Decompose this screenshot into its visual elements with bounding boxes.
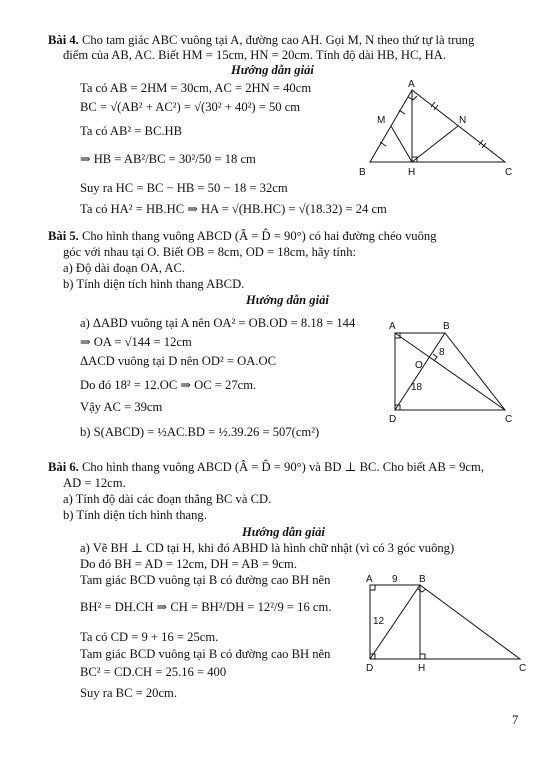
segment-hm [391, 126, 412, 162]
problem5-statement-line: b) Tính diện tích hình thang ABCD. [63, 277, 245, 291]
problem5-statement-line: góc với nhau tại O. Biết OB = 8cm, OD = 18cm, hãy tính: [63, 245, 356, 259]
label-od-length: 18 [411, 382, 423, 393]
diagonal-bd [395, 333, 445, 410]
problem6-solution-line: Tam giác BCD vuông tại B có đường cao BH nên [80, 573, 331, 587]
right-angle-mark-h [420, 654, 425, 659]
problem6-statement-line1: Bài 6. Cho hình thang vuông ABCD (Â = D̂ = 90°) và BD ⊥ BC. Cho biết AB = 9cm, [48, 460, 484, 474]
label-b: B [443, 321, 450, 332]
problem6-trapezoid-figure [362, 572, 532, 672]
segment-hn [412, 126, 458, 162]
problem4-guide-heading: Hướng dẫn giải [231, 63, 314, 77]
label-c: C [505, 414, 513, 425]
problem6-solution-line: Ta có CD = 9 + 16 = 25cm. [80, 630, 219, 644]
problem6-solution-line: Tam giác BCD vuông tại B có đường cao BH nên [80, 647, 331, 661]
right-angle-mark-b [418, 589, 426, 592]
label-ob-length: 8 [439, 347, 445, 358]
label-d: D [366, 663, 374, 672]
triangle-abc [370, 90, 505, 162]
problem4-solution-line: Ta có AB² = BC.HB [80, 124, 183, 138]
problem4-solution-line: BC = √(AB² + AC²) = √(30² + 40²) = 50 cm [80, 100, 301, 114]
problem6-solution-line: a) Vẽ BH ⊥ CD tại H, khi đó ABHD là hình chữ nhật (vì có 3 góc vuông) [80, 541, 455, 555]
label-h: H [408, 167, 416, 178]
problem6-statement-line: a) Tính độ dài các đoạn thẳng BC và CD. [63, 492, 272, 506]
problem4-title: Bài 4. [48, 33, 79, 47]
problem4-solution-line: Ta có AB = 2HM = 30cm, AC = 2HN = 40cm [80, 81, 312, 95]
problem5-solution-line: Vậy AC = 39cm [80, 400, 163, 414]
problem6-statement-line: b) Tính diện tích hình thang. [63, 508, 207, 522]
problem6-solution-line: Do đó BH = AD = 12cm, DH = AB = 9cm. [80, 557, 297, 571]
label-ad-length: 12 [373, 616, 385, 627]
label-d: D [389, 414, 397, 425]
problem5-statement-line1: Bài 5. Cho hình thang vuông ABCD (Â = D̂ = 90°) có hai đường chéo vuông [48, 229, 437, 243]
problem6-solution-line: BC² = CD.CH = 25.16 = 400 [80, 665, 227, 679]
label-m: M [377, 115, 386, 126]
problem5-solution-line: ΔACD vuông tại D nên OD² = OA.OC [80, 354, 276, 368]
label-a: A [366, 574, 373, 585]
label-c: C [505, 167, 513, 178]
trapezoid-abcd [370, 585, 520, 659]
problem5-solution-line: Do đó 18² = 12.OC ⇒ OC = 27cm. [80, 378, 257, 392]
problem5-solution-line: ⇒ OA = √144 = 12cm [80, 335, 192, 349]
label-a: A [408, 79, 415, 90]
problem6-solution-line: Suy ra BC = 20cm. [80, 686, 178, 700]
problem5-solution-line: b) S(ABCD) = ½AC.BD = ½.39.26 = 507(cm²) [80, 425, 320, 439]
problem5-guide-heading: Hướng dẫn giải [246, 293, 329, 307]
page-number: 7 [512, 713, 519, 727]
tick-mark [399, 110, 405, 114]
problem4-solution-line: Ta có HA² = HB.HC ⇒ HA = √(HB.HC) = √(18.32) = 24 cm [80, 202, 387, 216]
problem6-solution-line: BH² = DH.CH ⇒ CH = BH²/DH = 12²/9 = 16 cm. [80, 600, 332, 614]
problem5-title: Bài 5. [48, 229, 79, 243]
label-o: O [415, 360, 423, 371]
problem5-trapezoid-figure [385, 318, 525, 428]
problem4-solution-line: Suy ra HC = BC − HB = 50 − 18 = 32cm [80, 181, 288, 195]
label-ab-length: 9 [392, 574, 398, 585]
label-a: A [389, 321, 396, 332]
problem4-triangle-figure [355, 78, 525, 178]
problem4-statement-line1: Bài 4. Cho tam giác ABC vuông tại A, đường cao AH. Gọi M, N theo thứ tự là trung [48, 33, 475, 47]
label-b: B [419, 574, 426, 585]
problem4-statement-line2: điểm của AB, AC. Biết HM = 15cm, HN = 20cm. Tính độ dài HB, HC, HA. [63, 48, 447, 62]
label-h: H [418, 663, 426, 672]
problem5-solution-line: a) ΔABD vuông tại A nên OA² = OB.OD = 8.18 = 144 [80, 316, 356, 330]
problem4-solution-line: ⇒ HB = AB²/BC = 30²/50 = 18 cm [80, 152, 256, 166]
right-angle-mark-a [370, 585, 375, 590]
problem6-title: Bài 6. [48, 460, 79, 474]
diagonal-ac [395, 333, 505, 410]
label-n: N [459, 115, 467, 126]
problem6-guide-heading: Hướng dẫn giải [242, 525, 325, 539]
label-c: C [519, 663, 527, 672]
label-b: B [359, 167, 366, 178]
problem5-statement-line: a) Độ dài đoạn OA, AC. [63, 261, 186, 275]
problem6-statement-line: AD = 12cm. [63, 476, 126, 490]
